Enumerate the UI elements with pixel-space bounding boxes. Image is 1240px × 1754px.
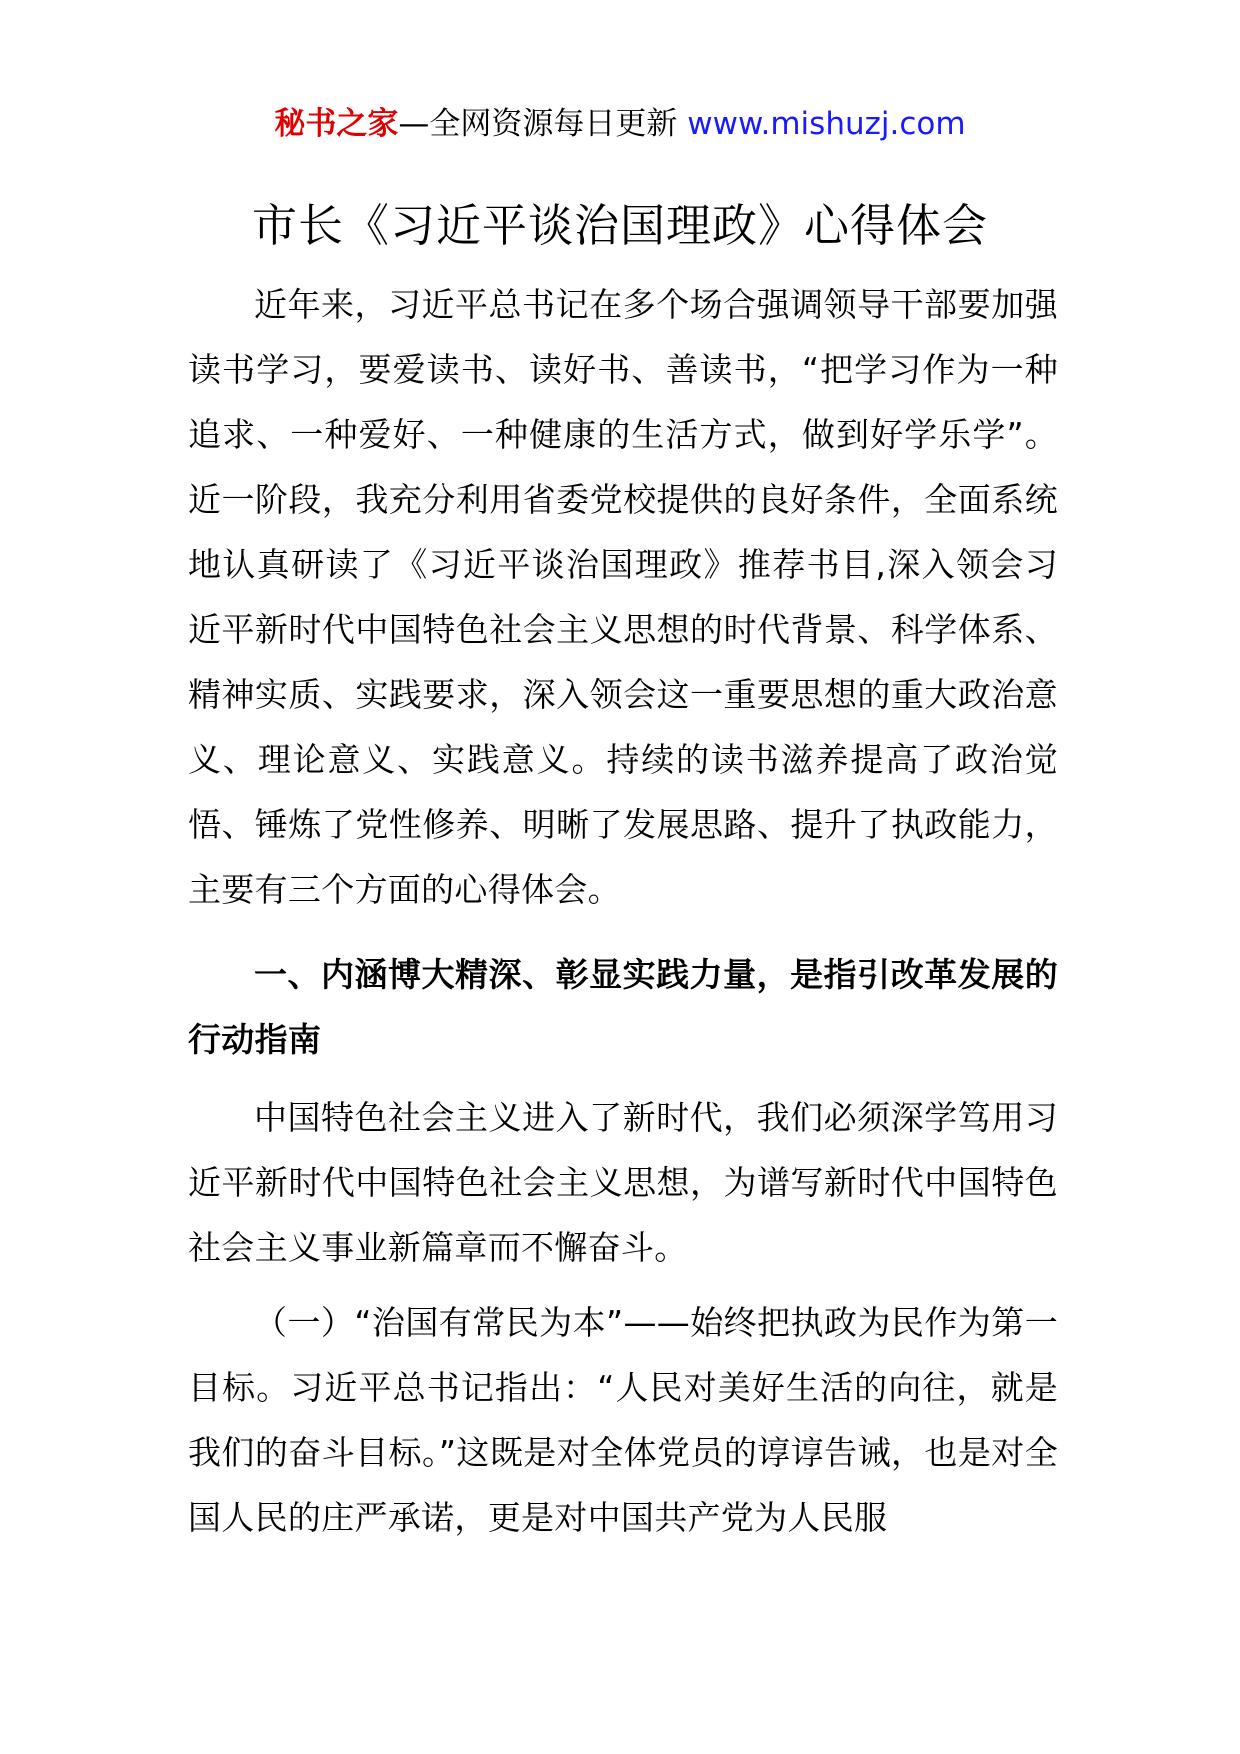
site-header: [0, 102, 1240, 146]
header-tagline: —全网资源每日更新: [398, 106, 688, 142]
brand-name: 秘书之家: [274, 106, 399, 142]
paragraph-section-1: 中国特色社会主义进入了新时代，我们必须深学笃用习近平新时代中国特色社会主义思想，为谱写新时代中国特色社会主义事业新篇章而不懈奋斗。: [188, 1098, 1058, 1267]
section-heading-1: 一、内涵博大精深、彰显实践力量，是指引改革发展的行动指南: [188, 955, 1058, 1059]
paragraph-intro: 近年来，习近平总书记在多个场合强调领导干部要加强读书学习，要爱读书、读好书、善读书，“把学习作为一种追求、一种爱好、一种健康的生活方式，做到好学乐学”。近一阶段，我充分利用省委党校提供的良好条件，全面系统地认真研读了《习近平谈治国理政》推荐书目,深入领会习近平新时代中国特色社会主义思想的时代背景、科学体系、精神实质、实践要求，深入领会这一重要思想的重大政治意义、理论意义、实践意义。持续的读书滋养提高了政治觉悟、锤炼了党性修养、明晰了发展思路、提升了执政能力，主要有三个方面的心得体会。: [188, 285, 1058, 909]
site-url-link[interactable]: www.mishuzj.com: [687, 106, 966, 142]
document-title: 市长《习近平谈治国理政》心得体会: [251, 199, 988, 252]
paragraph-subsection-1: （一）“治国有常民为本”——始终把执政为民作为第一目标。习近平总书记指出：“人民对美好生活的向往，就是我们的奋斗目标。”这既是对全体党员的谆谆告诫，也是对全国人民的庄严承诺，更是对中国共产党为人民服: [188, 1303, 1058, 1537]
